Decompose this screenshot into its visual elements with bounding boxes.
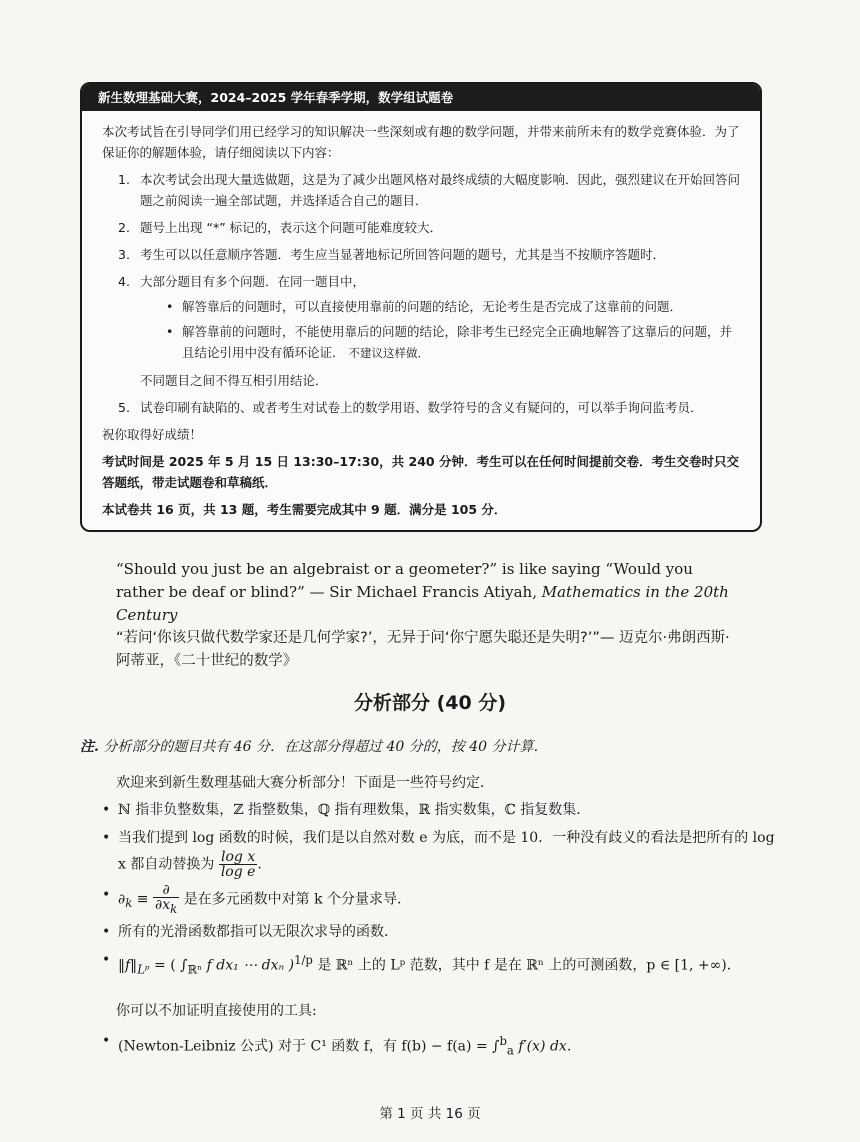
page-footer: 第 1 页 共 16 页 — [379, 1106, 481, 1122]
notice-intro: 本次考试旨在引导同学们用已经学习的知识解决一些深刻或有趣的数学问题，并带来前所未有的数学竞赛体验．为了保证你的解题体验，请仔细阅读以下内容： — [102, 124, 740, 160]
notice-rules-cont — [102, 397, 740, 418]
sub-bullet: • 解答靠前的问题时，不能使用靠后的问题的结论，除非考生已经完全正确地解答了这靠后的问题，并且结论引用中没有循环论证． 不建议这样做． — [140, 321, 740, 364]
sub-bullet-note: 不建议这样做． — [348, 346, 429, 360]
section-note — [80, 736, 547, 756]
epigraph — [116, 558, 736, 673]
convention-sets: • ℕ 指非负整数集，ℤ 指整数集，ℚ 指有理数集，ℝ 指实数集，ℂ 指复数集． — [100, 798, 780, 822]
good-luck: 祝你取得好成绩！ — [102, 427, 203, 442]
tools-list — [100, 1028, 780, 1063]
rule-item: 2. 题号上出现 “*” 标记的，表示这个问题可能难度较大． — [118, 220, 443, 235]
rule-item: 5. 试卷印刷有缺陷的、或者考生对试卷上的数学用语、数学符号的含义有疑问的，可以举手询问监考员． — [118, 400, 703, 415]
sub-bullet: • 解答靠后的问题时，可以直接使用靠前的问题的结论，无论考生是否完成了这靠前的问题． — [140, 296, 740, 317]
epigraph-en: “Should you just be an algebraist or a geometer?” is like saying “Would you rather be deaf or blind?” — Sir Michael Francis Atiyah, Mathematics in the 20th Century — [116, 560, 729, 624]
tools-title: 你可以不加证明直接使用的工具: — [116, 1003, 317, 1019]
section-title: 分析部分 (40 分) — [353, 692, 507, 714]
rule-item: 4. 大部分题目有多个问题．在同一题目中， • 解答靠后的问题时，可以直接使用靠前的问题的结论，无论考生是否完成了这靠前的问题． • 解答靠前的问题时，不能使用靠后的问题的结论，除非考生已经完全正确地解答了这靠后的问题，并且结论引用中没有循环论证． 不建议这样做． — [102, 271, 740, 364]
derivative-fraction: $\frac{\partial}{\partial x_k}$ — [154, 882, 178, 916]
rule-sub-bullets — [140, 296, 740, 364]
notice-rules — [102, 169, 740, 364]
rule-item: 1. 本次考试会出现大量选做题，这是为了减少出题风格对最终成绩的大幅度影响．因此，强烈建议在开始回答问题之前阅读一遍全部试题，并选择适合自己的题目． — [118, 172, 741, 208]
convention-norm: • $‖f‖_{Lᵖ}$ = ( $\int_{ℝ^n}$ f dx₁ ⋯ dxₙ )$^{1/p}$ 是 ℝⁿ 上的 Lᵖ 范数，其中 f 是在 ℝⁿ 上的可测函数，p ∈ [1, +∞)． — [100, 948, 780, 981]
log-fraction: $\frac{\text{log x}}{\text{log e}}$ — [220, 849, 256, 880]
note-text: 分析部分的题目共有 46 分．在这部分得超过 40 分的，按 40 分计算． — [103, 739, 548, 755]
convention-log: • 当我们提到 log 函数的时候，我们是以自然对数 e 为底，而不是 10．一种没有歧义的看法是把所有的 log x 都自动替换为 $\frac{\text{log x}}{\text{log e}}$ . — [100, 826, 780, 879]
tool-newton-leibniz: • (Newton-Leibniz 公式) 对于 C¹ 函数 f，有 f(b) − f(a) = ∫$^b_a$ f′(x) dx． — [100, 1028, 780, 1063]
exam-notice-box — [80, 82, 762, 532]
rule-4-tail: 不同题目之间不得互相引用结论． — [140, 373, 328, 388]
notice-header: 新生数理基础大赛，2024–2025 学年春季学期，数学组试题卷 — [82, 84, 760, 111]
epigraph-source: Mathematics in the 20th Century — [116, 583, 729, 624]
convention-smooth: • 所有的光滑函数都指可以无限次求导的函数． — [100, 920, 780, 944]
rule-item: 3. 考生可以以任意顺序答题．考生应当显著地标记所回答问题的题号，尤其是当不按顺序答题时． — [118, 247, 666, 262]
epigraph-cn: “若问‘你该只做代数学家还是几何学家?’，无异于问‘你宁愿失聪还是失明?’”— 迈克尔·弗朗西斯·阿蒂亚，《二十世纪的数学》 — [116, 630, 730, 669]
note-label: 注. — [80, 739, 99, 755]
welcome-text: 欢迎来到新生数理基础大赛分析部分！下面是一些符号约定． — [116, 775, 494, 791]
notice-body — [82, 111, 760, 520]
paper-info: 本试卷共 16 页，共 13 题，考生需要完成其中 9 题．满分是 105 分． — [102, 502, 507, 517]
exam-time-info: 考试时间是 2025 年 5 月 15 日 13:30–17:30，共 240 分钟．考生可以在任何时间提前交卷．考生交卷时只交答题纸，带走试题卷和草稿纸． — [102, 454, 739, 490]
convention-derivative: • $\partial_k$ ≡ $\frac{\partial}{\partial x_k}$ 是在多元函数中对第 k 个分量求导． — [100, 883, 780, 916]
conventions-list — [100, 798, 780, 985]
